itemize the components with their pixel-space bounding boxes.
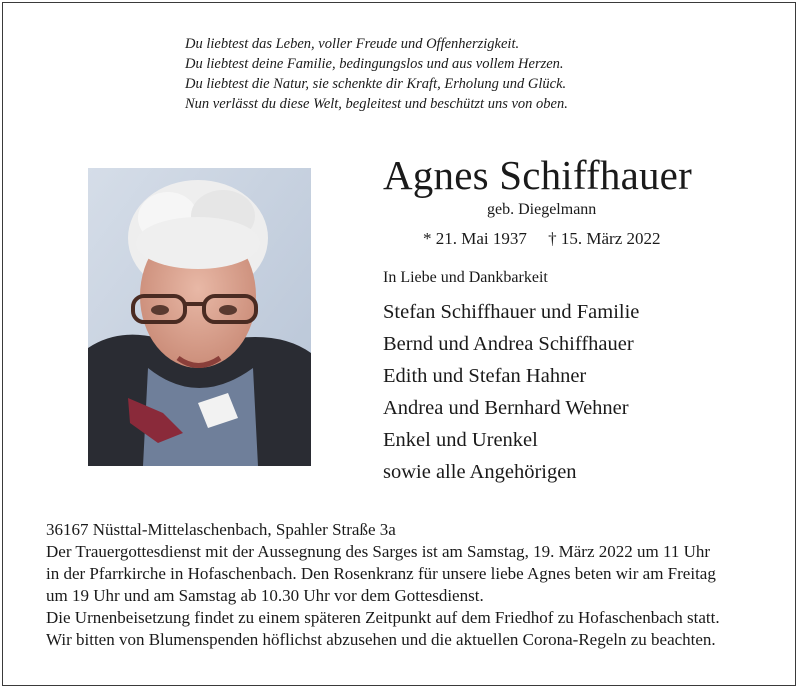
mourner-entry: Edith und Stefan Hahner (383, 365, 587, 387)
details-line: Die Urnenbeisetzung findet zu einem späteren Zeitpunkt auf dem Friedhof zu Hofaschenbach statt. (46, 608, 720, 627)
mourner-entry: sowie alle Angehörigen (383, 461, 577, 483)
details-line: Wir bitten von Blumenspenden höflichst abzusehen und die aktuellen Corona-Regeln zu beachten. (46, 630, 716, 649)
poem-line: Du liebtest deine Familie, bedingungslos und aus vollem Herzen. (185, 56, 564, 72)
memorial-poem (185, 34, 568, 114)
death-symbol: † (548, 229, 557, 248)
birth-name: geb. Diegelmann (487, 201, 597, 218)
mourner-entry: Stefan Schiffhauer und Familie (383, 301, 640, 323)
details-line: um 19 Uhr und am Samstag ab 10.30 Uhr vor dem Gottesdienst. (46, 586, 484, 605)
service-details (46, 519, 720, 651)
life-dates (423, 228, 661, 250)
mourner-entry: Andrea und Bernhard Wehner (383, 397, 629, 419)
details-line: in der Pfarrkirche in Hofaschenbach. Den Rosenkranz für unsere liebe Agnes beten wir am Freitag (46, 564, 716, 583)
mourners-list (383, 296, 639, 488)
mourners-intro: In Liebe und Dankbarkeit (383, 269, 548, 286)
mourner-entry: Enkel und Urenkel (383, 429, 538, 451)
birth-date: 21. Mai 1937 (435, 229, 527, 248)
birth-symbol: * (423, 229, 432, 248)
details-line: Der Trauergottesdienst mit der Aussegnung des Sarges ist am Samstag, 19. März 2022 um 11 Uhr (46, 542, 711, 561)
deceased-name: Agnes Schiffhauer (383, 152, 692, 198)
mourner-entry: Bernd und Andrea Schiffhauer (383, 333, 634, 355)
poem-line: Du liebtest die Natur, sie schenkte dir Kraft, Erholung und Glück. (185, 76, 567, 92)
portrait-photo (88, 168, 311, 466)
poem-line: Nun verlässt du diese Welt, begleitest und beschützt uns von oben. (185, 96, 568, 112)
death-date: 15. März 2022 (560, 229, 661, 248)
family-address: 36167 Nüsttal-Mittelaschenbach, Spahler Straße 3a (46, 520, 396, 539)
poem-line: Du liebtest das Leben, voller Freude und Offenherzigkeit. (185, 36, 520, 52)
